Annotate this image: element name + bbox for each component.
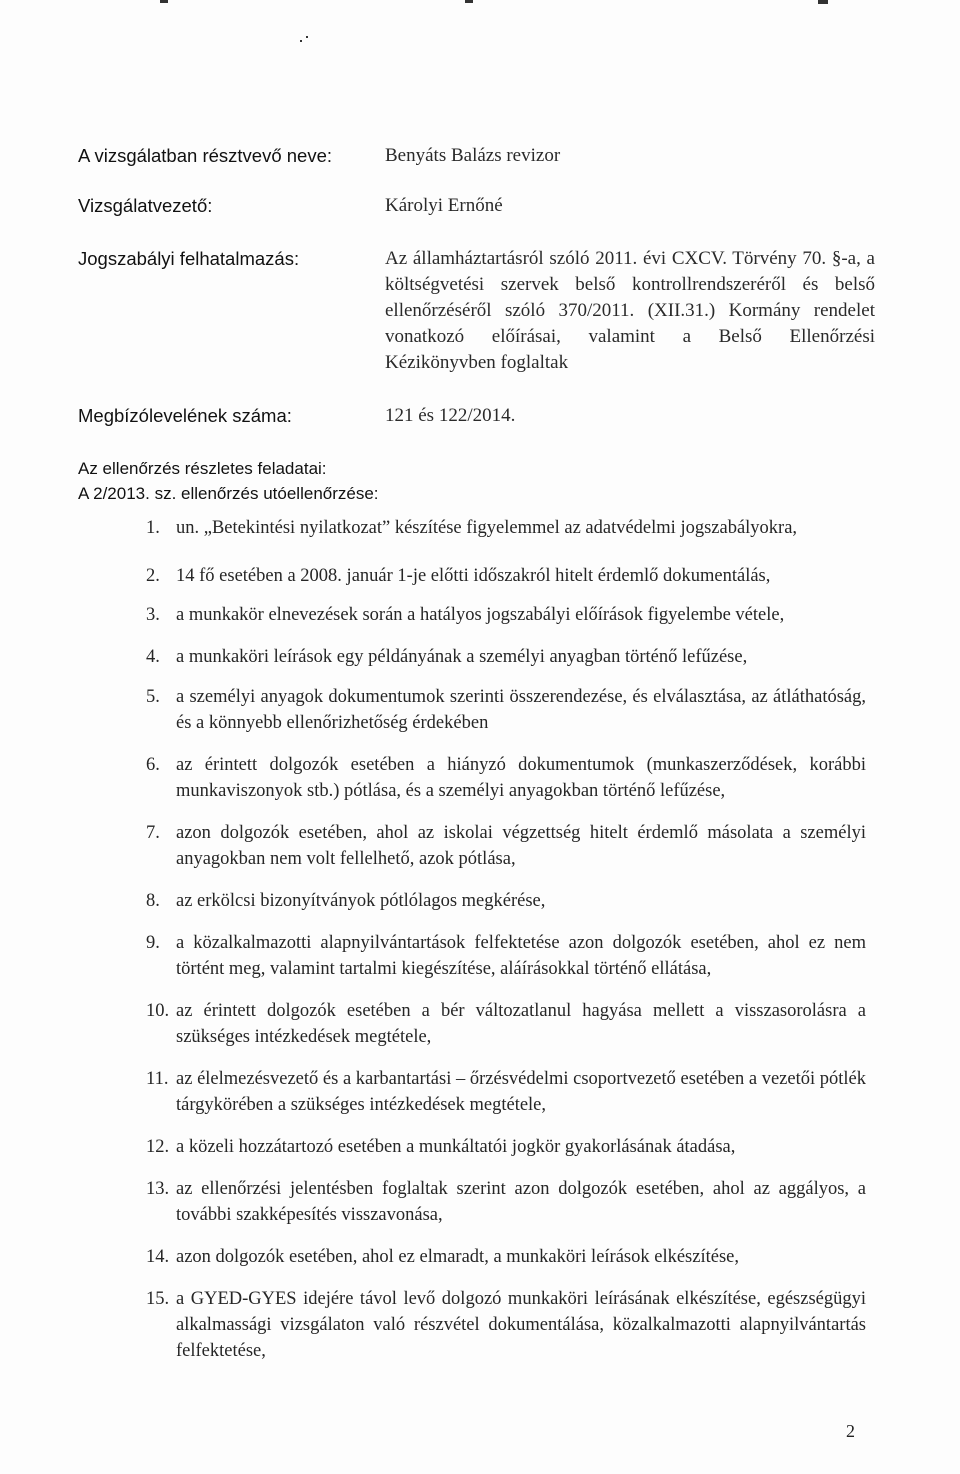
item-number: 7. bbox=[146, 823, 160, 843]
item-text: az ellenőrzési jelentésben foglaltak szerint azon dolgozók esetében, ahol az aggályos, a további szakképesítés visszavonása, bbox=[176, 1179, 866, 1225]
item-number: 11. bbox=[146, 1069, 169, 1089]
list-item bbox=[146, 888, 866, 914]
list-item bbox=[146, 1134, 866, 1160]
list-item bbox=[146, 602, 866, 628]
task-list bbox=[146, 515, 866, 1364]
item-text: azon dolgozók esetében, ahol ez elmaradt, a munkaköri leírások elkészítése, bbox=[176, 1247, 739, 1267]
list-item bbox=[146, 930, 866, 982]
list-item bbox=[146, 644, 866, 670]
item-number: 2. bbox=[146, 566, 160, 586]
item-number: 12. bbox=[146, 1137, 170, 1157]
item-text: a közalkalmazotti alapnyilvántartások felfektetése azon dolgozók esetében, ahol ez nem történt meg, valamint tartalmi kiegészítése, aláírásokkal történő ellátása, bbox=[176, 933, 866, 979]
page-number: 2 bbox=[846, 1421, 855, 1441]
authority-label: Jogszabályi felhatalmazás: bbox=[78, 248, 300, 269]
list-item bbox=[146, 515, 866, 541]
list-item bbox=[146, 563, 866, 589]
item-number: 3. bbox=[146, 605, 160, 625]
section-title: Az ellenőrzés részletes feladatai: bbox=[78, 459, 327, 478]
item-number: 8. bbox=[146, 891, 160, 911]
item-text: az erkölcsi bizonyítványok pótlólagos megkérése, bbox=[176, 891, 546, 911]
list-item bbox=[146, 1176, 866, 1228]
section-subtitle: A 2/2013. sz. ellenőrzés utóellenőrzése: bbox=[78, 484, 379, 503]
item-text: a GYED-GYES idejére távol levő dolgozó munkaköri leírásának elkészítése, egészségügyi alkalmassági vizsgálaton való részvétel dokumentálása, közalkalmazotti alapnyilvántartás felfektetése, bbox=[176, 1289, 866, 1361]
leader-value: Károlyi Ernőné bbox=[385, 195, 503, 216]
item-text: a munkaköri leírások egy példányának a személyi anyagban történő lefűzése, bbox=[176, 647, 748, 667]
item-text: a munkakör elnevezések során a hatályos jogszabályi előírások figyelembe vétele, bbox=[176, 605, 785, 625]
item-number: 15. bbox=[146, 1289, 170, 1309]
item-text: az érintett dolgozók esetében a hiányzó dokumentumok (munkaszerződések, korábbi munkaviszonyok stb.) pótlása, és a személyi anyagokban történő lefűzése, bbox=[176, 755, 866, 801]
item-number: 14. bbox=[146, 1247, 170, 1267]
list-item bbox=[146, 684, 866, 736]
list-item bbox=[146, 1286, 866, 1364]
item-number: 6. bbox=[146, 755, 160, 775]
list-item bbox=[146, 752, 866, 804]
item-number: 13. bbox=[146, 1179, 170, 1199]
item-number: 4. bbox=[146, 647, 160, 667]
participant-value: Benyáts Balázs revizor bbox=[385, 145, 561, 166]
item-number: 1. bbox=[146, 518, 160, 538]
item-text: az élelmezésvezető és a karbantartási – őrzésvédelmi csoportvezető esetében a vezetői pótlék tárgykörében a szükséges intézkedések megtétele, bbox=[176, 1069, 866, 1115]
mandate-value: 121 és 122/2014. bbox=[385, 405, 516, 426]
item-text: 14 fő esetében a 2008. január 1-je előtti időszakról hitelt érdemlő dokumentálás, bbox=[176, 566, 771, 586]
item-number: 9. bbox=[146, 933, 160, 953]
participant-label: A vizsgálatban résztvevő neve: bbox=[78, 145, 333, 166]
leader-label: Vizsgálatvezető: bbox=[78, 195, 213, 216]
item-text: a közeli hozzátartozó esetében a munkáltatói jogkör gyakorlásának átadása, bbox=[176, 1137, 736, 1157]
item-number: 5. bbox=[146, 687, 160, 707]
list-item bbox=[146, 1244, 866, 1270]
list-item bbox=[146, 998, 866, 1050]
authority-value: Az államháztartásról szóló 2011. évi CXCV. Törvény 70. §-a, a költségvetési szervek belső kontrollrendszeréről és belső ellenőrzéséről szóló 370/2011. (XII.31.) Kormány rendelet vonatkozó előírásai, valamint a Belső Ellenőrzési Kézikönyvben foglaltak bbox=[385, 248, 875, 373]
mandate-label: Megbízólevelének száma: bbox=[78, 405, 292, 426]
item-text: un. „Betekintési nyilatkozat” készítése figyelemmel az adatvédelmi jogszabályokra, bbox=[176, 518, 798, 538]
item-number: 10. bbox=[146, 1001, 170, 1021]
list-item bbox=[146, 1066, 866, 1118]
item-text: az érintett dolgozók esetében a bér változatlanul hagyása mellett a visszasorolásra a szükséges intézkedések megtétele, bbox=[176, 1001, 866, 1047]
list-item bbox=[146, 820, 866, 872]
item-text: azon dolgozók esetében, ahol az iskolai végzettség hitelt érdemlő másolata a személyi anyagokban nem volt fellelhető, azok pótlása, bbox=[176, 823, 866, 869]
item-text: a személyi anyagok dokumentumok szerinti összerendezése, és elválasztása, az átláthatóság, és a könnyebb ellenőrizhetőség érdekében bbox=[176, 687, 866, 733]
